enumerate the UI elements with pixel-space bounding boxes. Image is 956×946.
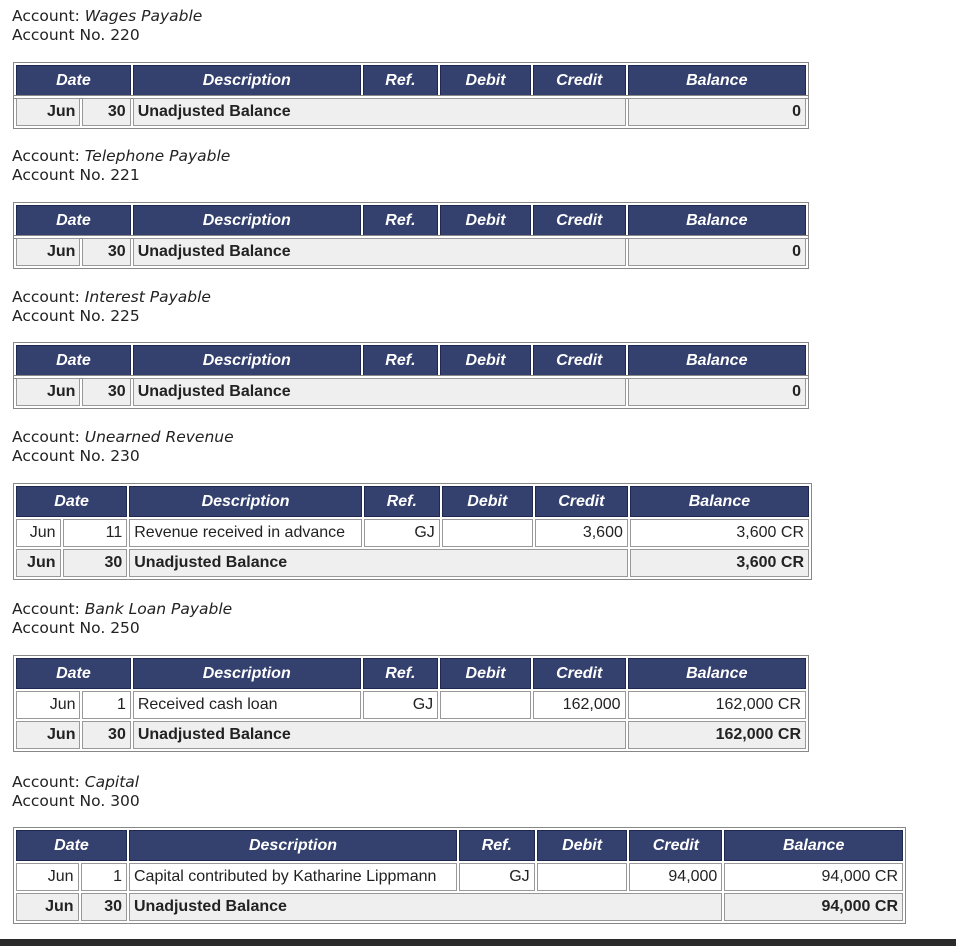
description-cell: Unadjusted Balance <box>133 98 626 126</box>
account-number: 221 <box>110 166 140 184</box>
account-number: 220 <box>110 26 140 44</box>
date-header: Date <box>16 205 131 236</box>
credit-header: Credit <box>629 830 722 861</box>
table-row <box>16 519 809 547</box>
description-cell: Revenue received in advance <box>129 519 362 547</box>
description-cell: Unadjusted Balance <box>129 893 722 921</box>
unadjusted-balance-row <box>16 721 806 749</box>
account-number: 225 <box>110 307 140 325</box>
debit-header: Debit <box>440 65 531 96</box>
credit-cell: 94,000 <box>629 863 722 891</box>
description-cell: Received cash loan <box>133 691 361 719</box>
debit-cell <box>537 863 628 891</box>
ref-header: Ref. <box>363 658 439 689</box>
debit-header: Debit <box>440 205 531 236</box>
credit-header: Credit <box>533 65 626 96</box>
description-cell: Unadjusted Balance <box>129 549 628 577</box>
debit-header: Debit <box>440 658 531 689</box>
month-cell: Jun <box>16 519 61 547</box>
balance-header: Balance <box>724 830 903 861</box>
day-cell: 1 <box>82 691 130 719</box>
date-header: Date <box>16 830 127 861</box>
day-cell: 11 <box>63 519 128 547</box>
credit-header: Credit <box>535 486 628 517</box>
month-cell: Jun <box>16 549 61 577</box>
account-name: Telephone Payable <box>84 147 231 165</box>
debit-cell <box>440 691 531 719</box>
unadjusted-balance-row <box>16 378 806 406</box>
credit-header: Credit <box>533 205 626 236</box>
balance-cell: 0 <box>628 98 806 126</box>
balance-cell: 0 <box>628 378 806 406</box>
description-cell: Unadjusted Balance <box>133 721 626 749</box>
month-cell: Jun <box>16 893 79 921</box>
description-header: Description <box>129 830 457 861</box>
credit-cell: 3,600 <box>535 519 628 547</box>
account-name: Wages Payable <box>84 7 203 25</box>
description-header: Description <box>133 345 361 376</box>
header-row <box>16 830 903 861</box>
day-cell: 1 <box>81 863 127 891</box>
balance-cell: 162,000 CR <box>628 721 806 749</box>
description-cell: Unadjusted Balance <box>133 238 626 266</box>
balance-header: Balance <box>630 486 809 517</box>
balance-header: Balance <box>628 658 806 689</box>
account-name: Unearned Revenue <box>84 428 234 446</box>
header-row <box>16 345 806 376</box>
balance-cell: 162,000 CR <box>628 691 806 719</box>
ledger-final-row <box>13 235 809 269</box>
ledger-table <box>13 202 809 239</box>
ledger-table <box>13 342 809 379</box>
unadjusted-balance-row <box>16 238 806 266</box>
account-header: Account: Telephone Payable Account No. 221 <box>12 147 231 184</box>
description-cell: Capital contributed by Katharine Lippmann <box>129 863 457 891</box>
balance-cell: 3,600 CR <box>630 519 809 547</box>
credit-header: Credit <box>533 345 626 376</box>
balance-header: Balance <box>628 65 806 96</box>
balance-cell: 3,600 CR <box>630 549 809 577</box>
ledger-table <box>13 483 812 580</box>
ref-header: Ref. <box>363 205 439 236</box>
debit-header: Debit <box>440 345 531 376</box>
unadjusted-balance-row <box>16 893 903 921</box>
account-header: Account: Capital Account No. 300 <box>12 773 140 810</box>
account-name: Bank Loan Payable <box>84 600 233 618</box>
balance-cell: 94,000 CR <box>724 863 903 891</box>
bottom-edge-bar <box>0 939 956 946</box>
date-header: Date <box>16 65 131 96</box>
account-header: Account: Bank Loan Payable Account No. 250 <box>12 600 233 637</box>
month-cell: Jun <box>16 98 80 126</box>
description-header: Description <box>133 658 361 689</box>
table-row <box>16 691 806 719</box>
day-cell: 30 <box>82 378 130 406</box>
month-cell: Jun <box>16 863 79 891</box>
ledger-table <box>13 655 809 752</box>
ledger-table <box>13 62 809 99</box>
day-cell: 30 <box>81 893 127 921</box>
date-header: Date <box>16 345 131 376</box>
date-header: Date <box>16 486 127 517</box>
day-cell: 30 <box>82 98 130 126</box>
header-row <box>16 486 809 517</box>
debit-cell <box>442 519 533 547</box>
account-number: 230 <box>110 447 140 465</box>
day-cell: 30 <box>63 549 128 577</box>
ref-header: Ref. <box>363 65 439 96</box>
description-cell: Unadjusted Balance <box>133 378 626 406</box>
ref-header: Ref. <box>363 345 439 376</box>
month-cell: Jun <box>16 378 80 406</box>
ref-cell: GJ <box>364 519 440 547</box>
account-header: Account: Interest Payable Account No. 225 <box>12 288 211 325</box>
ledger-final-row <box>13 95 809 129</box>
description-header: Description <box>133 205 361 236</box>
balance-cell: 94,000 CR <box>724 893 903 921</box>
account-header: Account: Unearned Revenue Account No. 230 <box>12 428 234 465</box>
account-number: 300 <box>110 792 140 810</box>
day-cell: 30 <box>82 721 130 749</box>
account-name: Interest Payable <box>84 288 211 306</box>
ref-cell: GJ <box>363 691 439 719</box>
header-row <box>16 658 806 689</box>
account-header: Account: Wages Payable Account No. 220 <box>12 7 203 44</box>
credit-header: Credit <box>533 658 626 689</box>
account-name: Capital <box>84 773 140 791</box>
ledger-final-row <box>13 375 809 409</box>
unadjusted-balance-row <box>16 549 809 577</box>
debit-header: Debit <box>442 486 533 517</box>
ref-header: Ref. <box>364 486 440 517</box>
ref-cell: GJ <box>459 863 535 891</box>
month-cell: Jun <box>16 691 80 719</box>
header-row <box>16 65 806 96</box>
debit-header: Debit <box>537 830 628 861</box>
ref-header: Ref. <box>459 830 535 861</box>
credit-cell: 162,000 <box>533 691 626 719</box>
unadjusted-balance-row <box>16 98 806 126</box>
description-header: Description <box>133 65 361 96</box>
table-row <box>16 863 903 891</box>
date-header: Date <box>16 658 131 689</box>
month-cell: Jun <box>16 721 80 749</box>
day-cell: 30 <box>82 238 130 266</box>
balance-header: Balance <box>628 205 806 236</box>
header-row <box>16 205 806 236</box>
balance-header: Balance <box>628 345 806 376</box>
ledger-table <box>13 827 906 924</box>
balance-cell: 0 <box>628 238 806 266</box>
month-cell: Jun <box>16 238 80 266</box>
account-number: 250 <box>110 619 140 637</box>
description-header: Description <box>129 486 362 517</box>
